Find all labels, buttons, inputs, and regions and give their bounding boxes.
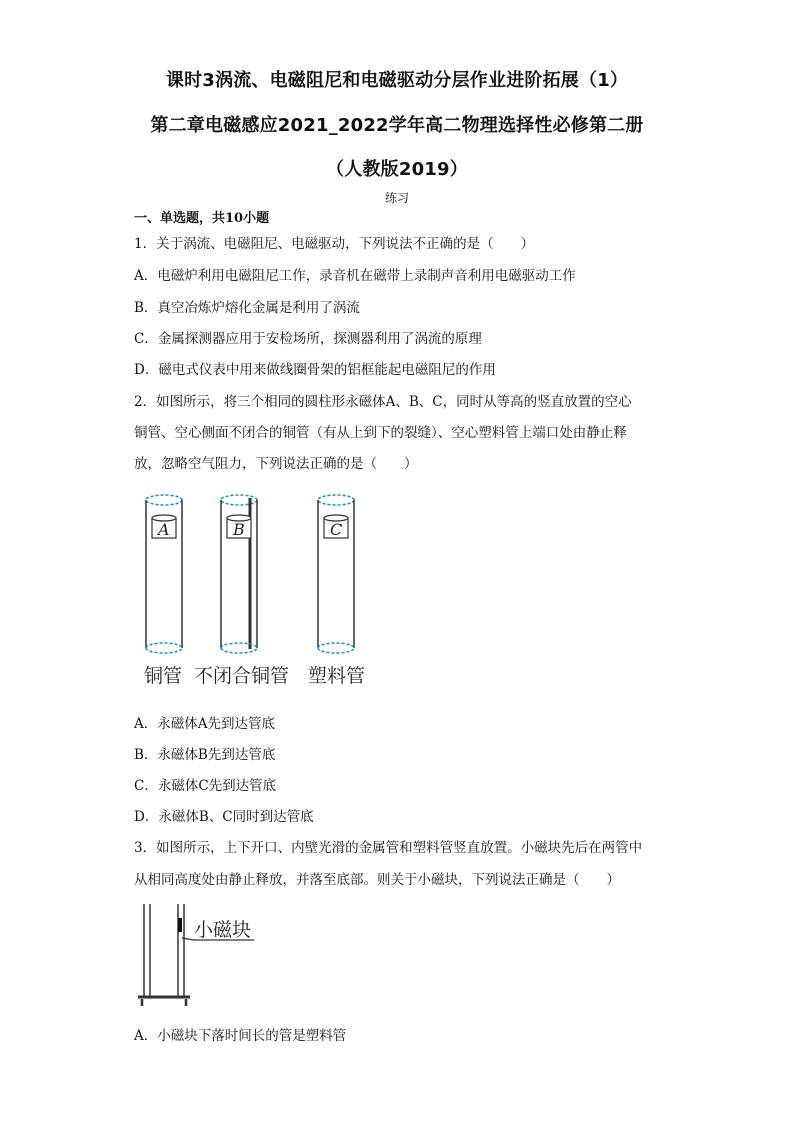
small-magnet [178, 918, 182, 932]
doc-title-line-3: （人教版2019） [326, 159, 468, 180]
q2-stem-line-1: 2．如图所示，将三个相同的圆柱形永磁体A、B、C，同时从等高的竖直放置的空心 [134, 394, 632, 410]
q1-option-b: B．真空冶炼炉熔化金属是利用了涡流 [134, 300, 360, 316]
q1-option-c: C．金属探测器应用于安检场所，探测器利用了涡流的原理 [134, 331, 482, 347]
q3-tube-figure [130, 900, 270, 1010]
q2-stem-line-3: 放，忽略空气阻力，下列说法正确的是（ ） [134, 456, 418, 472]
q2-tubes-figure [130, 488, 380, 693]
doc-title-line-1: 课时3涡流、电磁阻尼和电磁驱动分层作业进阶拓展（1） [165, 70, 629, 91]
q1-option-a: A．电磁炉利用电磁阻尼工作，录音机在磁带上录制声音利用电磁驱动工作 [134, 268, 576, 284]
small-magnet-label: 小磁块 [194, 919, 252, 941]
magnet-c-label: C [330, 520, 343, 539]
metal-tube [138, 904, 190, 1006]
q2-option-b: B．永磁体B先到达管底 [134, 747, 276, 763]
q3-stem-line-2: 从相同高度处由静止释放，并落至底部。则关于小磁块，下列说法正确是（ ） [134, 872, 620, 888]
doc-subtitle: 练习 [384, 191, 409, 205]
magnet-b-label: B [233, 520, 245, 539]
label-copper-tube: 铜管 [144, 665, 183, 687]
q3-stem-line-1: 3．如图所示，上下开口、内壁光滑的金属管和塑料管竖直放置。小磁块先后在两管中 [134, 840, 643, 856]
label-split-copper-tube: 不闭合铜管 [194, 665, 290, 687]
q2-option-d: D．永磁体B、C同时到达管底 [134, 809, 314, 825]
label-plastic-tube: 塑料管 [308, 665, 366, 687]
q2-option-a: A．永磁体A先到达管底 [134, 716, 275, 732]
section-heading: 一、单选题，共10小题 [134, 211, 270, 226]
magnet-a-label: A [158, 520, 170, 539]
doc-title-line-2: 第二章电磁感应2021_2022学年高二物理选择性必修第二册 [150, 115, 644, 136]
q2-option-c: C．永磁体C先到达管底 [134, 778, 277, 794]
q1-option-d: D．磁电式仪表中用来做线圈骨架的铝框能起电磁阻尼的作用 [134, 362, 496, 378]
q2-stem-line-2: 铜管、空心侧面不闭合的铜管（有从上到下的裂缝）、空心塑料管上端口处由静止释 [134, 425, 627, 441]
q3-option-a: A．小磁块下落时间长的管是塑料管 [134, 1028, 347, 1044]
q1-stem: 1．关于涡流、电磁阻尼、电磁驱动，下列说法不正确的是（ ） [134, 236, 535, 252]
